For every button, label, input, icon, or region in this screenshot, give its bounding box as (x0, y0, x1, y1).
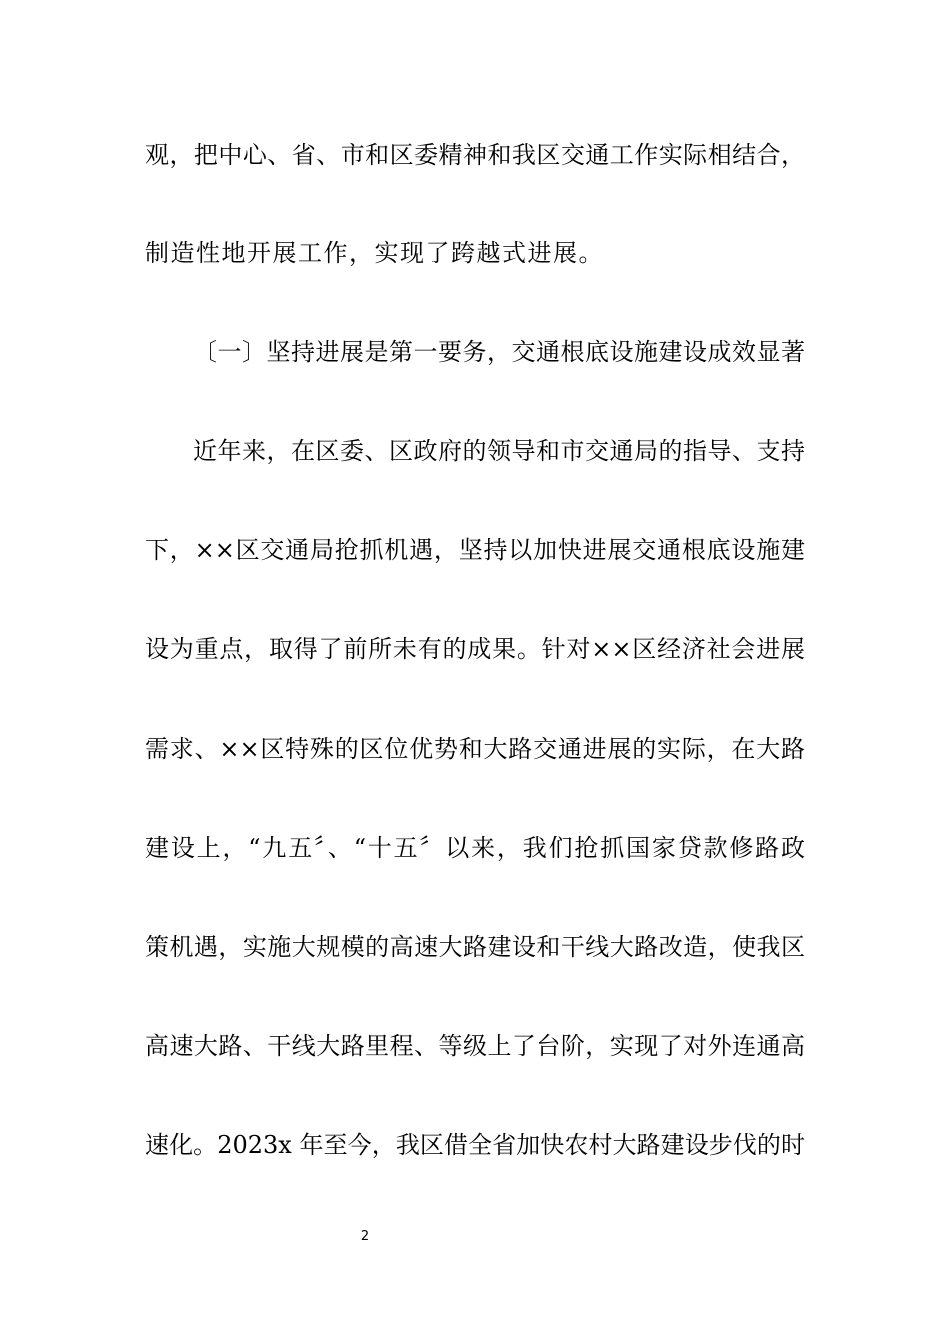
body-text-line: 建设上，“九五〞、“十五〞以来，我们抢抓国家贷款修路政 (145, 834, 805, 862)
body-text-line: 设为重点，取得了前所未有的成果。针对××区经济社会进展 (145, 635, 805, 663)
page-number: 2 (360, 1229, 370, 1244)
body-text-line: 策机遇，实施大规模的高速大路建设和干线大路改造，使我区 (145, 933, 805, 961)
body-text-line: 速化。2023x 年至今，我区借全省加快农村大路建设步伐的时 (145, 1131, 805, 1159)
section-heading: 〔一〕坚持进展是第一要务，交通根底设施建设成效显著 (193, 338, 806, 366)
body-text-line: 高速大路、干线大路里程、等级上了台阶，实现了对外连通高 (145, 1032, 805, 1060)
body-text-line: 制造性地开展工作，实现了跨越式进展。 (145, 239, 604, 267)
body-text-line: 观，把中心、省、市和区委精神和我区交通工作实际相结合， (145, 141, 805, 169)
body-text-line: 需求、××区特殊的区位优势和大路交通进展的实际，在大路 (145, 735, 805, 763)
paragraph-first-line: 近年来，在区委、区政府的领导和市交通局的指导、支持 (193, 437, 805, 465)
body-text-line: 下，××区交通局抢抓机遇，坚持以加快进展交通根底设施建 (145, 536, 805, 564)
